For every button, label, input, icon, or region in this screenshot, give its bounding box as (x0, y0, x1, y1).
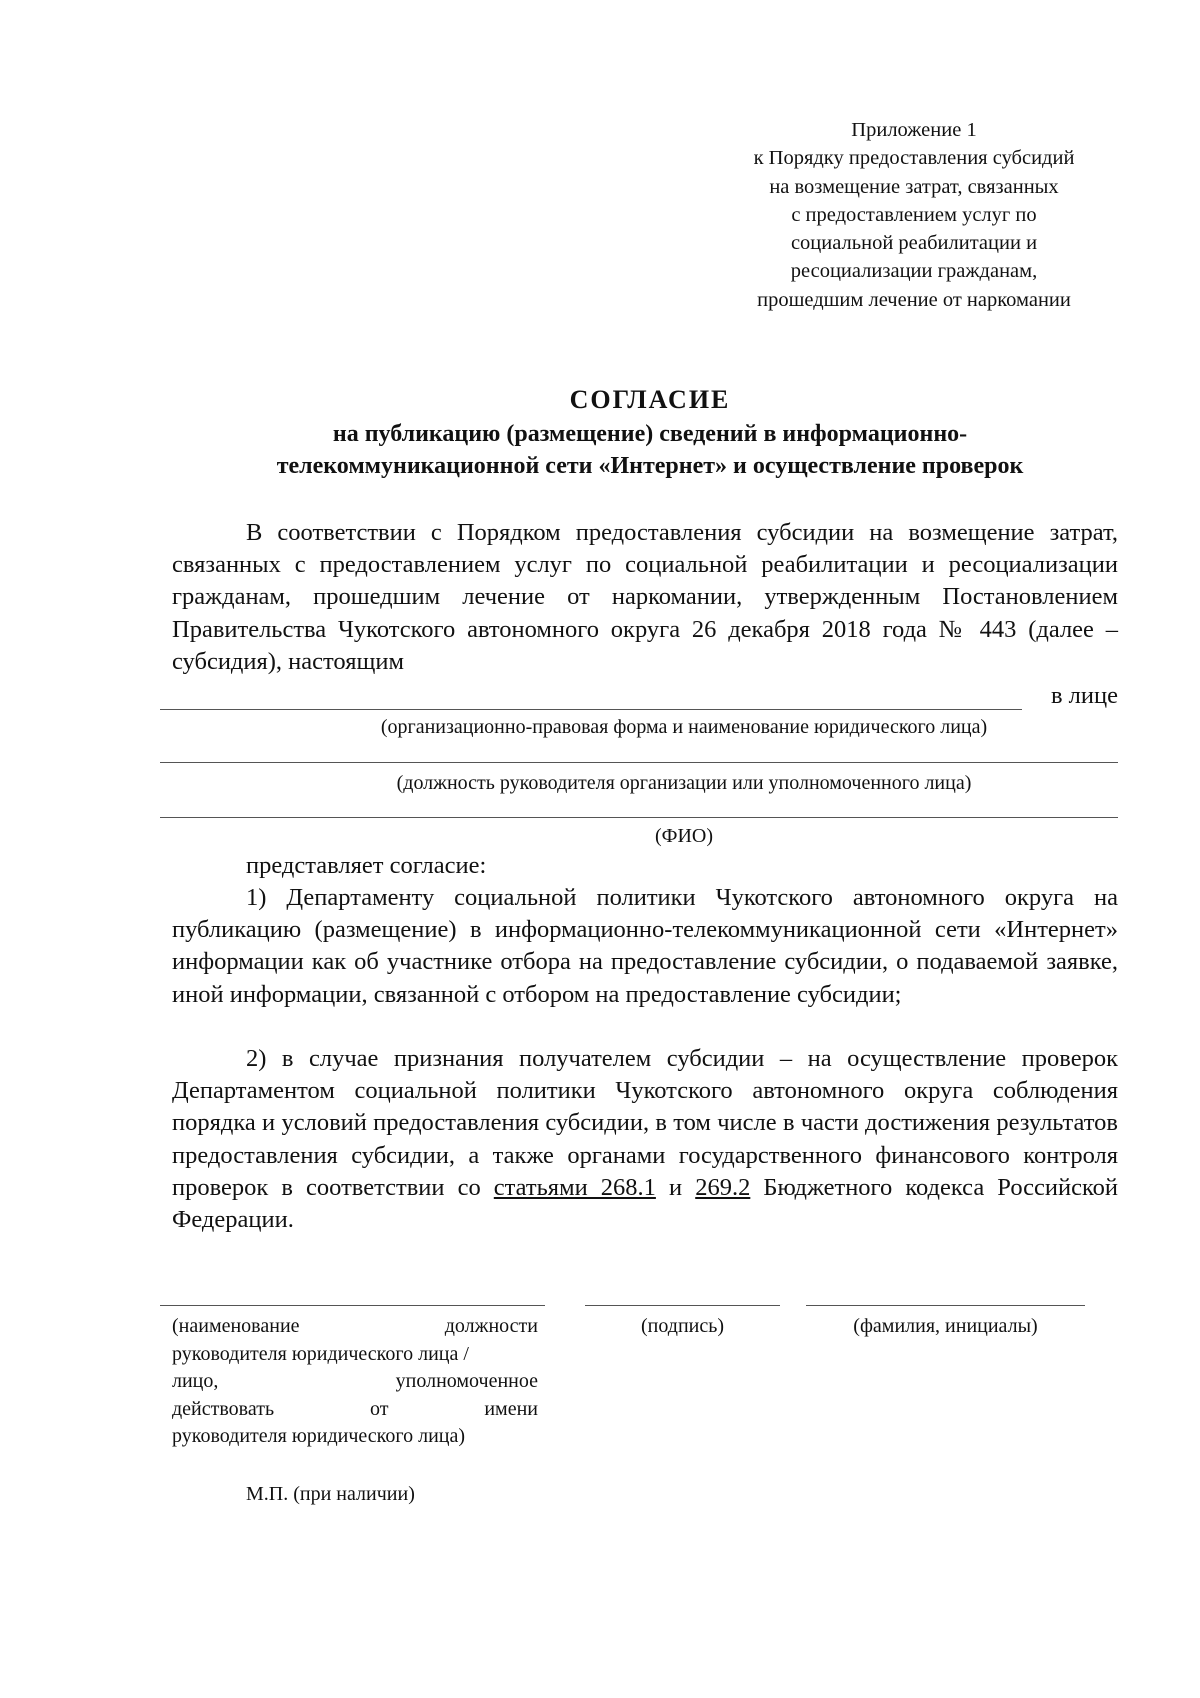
position-signature-caption (172, 1313, 538, 1451)
consent-item-1: 1) Департаменту социальной политики Чукотского автономного округа на публикацию (размещение) в информационно-телекоммуникационной сети «Интернет» информации как об участнике отбора на предоставление субсидии, о подаваемой заявке, иной информации, связанной с отбором на предоставление субсидии; (172, 884, 1118, 1008)
name-caption: (фамилия, инициалы) (853, 1315, 1038, 1337)
item-2-text: 2) в случае признания получателем субсидии – на осуществление проверок Департаментом социальной политики Чукотского автономного округа соблюдения порядка и условий предоставления субсидии, в том числе в части достижения результатов предоставления субсидии, а также органами государственного финансового контроля проверок в соответствии со (172, 1045, 1118, 1201)
in-person-label: в лице (1050, 682, 1118, 709)
position-caption-line: руководителя юридического лица) (172, 1425, 466, 1447)
position-caption-line: (наименование должности (172, 1315, 538, 1337)
signature-line (585, 1305, 780, 1306)
document-title: СОГЛАСИЕ (569, 385, 731, 414)
appendix-header (714, 116, 1114, 314)
fio-caption: (ФИО) (654, 825, 713, 847)
intro-paragraph: В соответствии с Порядком предоставления субсидии на возмещение затрат, связанных с предоставлением услуг по социальной реабилитации и ресоциализации гражданам, прошедшим лечение от наркомании, утвержденным Постановлением Правительства Чукотского автономного округа 26 декабря 2018 года № 443 (далее – субсидия), настоящим (172, 519, 1118, 675)
org-name-fill-row (160, 680, 1118, 714)
consent-lead: представляет согласие: (246, 852, 487, 879)
name-signature-line (806, 1305, 1085, 1306)
position-caption-line: руководителя юридического лица / (172, 1342, 469, 1365)
document-subtitle-line-2: телекоммуникационной сети «Интернет» и осуществление проверок (276, 453, 1024, 479)
org-name-blank-line (160, 709, 1022, 710)
budget-code-article-269-2-link[interactable]: 269.2 (695, 1173, 751, 1201)
appendix-line: на возмещение затрат, связанных (769, 175, 1059, 198)
stamp-placeholder: М.П. (при наличии) (246, 1483, 415, 1505)
item-2-conjunction: и (668, 1173, 683, 1201)
appendix-line: социальной реабилитации и (790, 232, 1038, 255)
budget-code-articles-link[interactable]: статьями 268.1 (493, 1173, 656, 1201)
appendix-line: к Порядку предоставления субсидий (753, 147, 1075, 170)
fio-blank-line (160, 817, 1118, 818)
appendix-line: с предоставлением услуг по (791, 203, 1037, 226)
appendix-line: Приложение 1 (851, 119, 977, 141)
appendix-line: ресоциализации гражданам, (790, 260, 1038, 283)
position-blank-line (160, 762, 1118, 763)
item-2-tail: Бюджетного кодекса Российской Федерации. (172, 1173, 1119, 1234)
position-caption-line: действовать от имени (172, 1397, 538, 1420)
signature-caption: (подпись) (640, 1315, 725, 1337)
position-signature-line (160, 1305, 545, 1306)
document-subtitle-line-1: на публикацию (размещение) сведений в информационно- (332, 421, 968, 447)
position-caption: (должность руководителя организации или уполномоченного лица) (396, 772, 972, 794)
title-block (150, 382, 1150, 482)
consent-item-2 (172, 1043, 1118, 1236)
position-caption-line: лицо, уполномоченное (172, 1370, 538, 1392)
org-name-caption: (организационно-правовая форма и наименование юридического лица) (380, 716, 988, 738)
appendix-line: прошедшим лечение от наркомании (757, 288, 1071, 311)
